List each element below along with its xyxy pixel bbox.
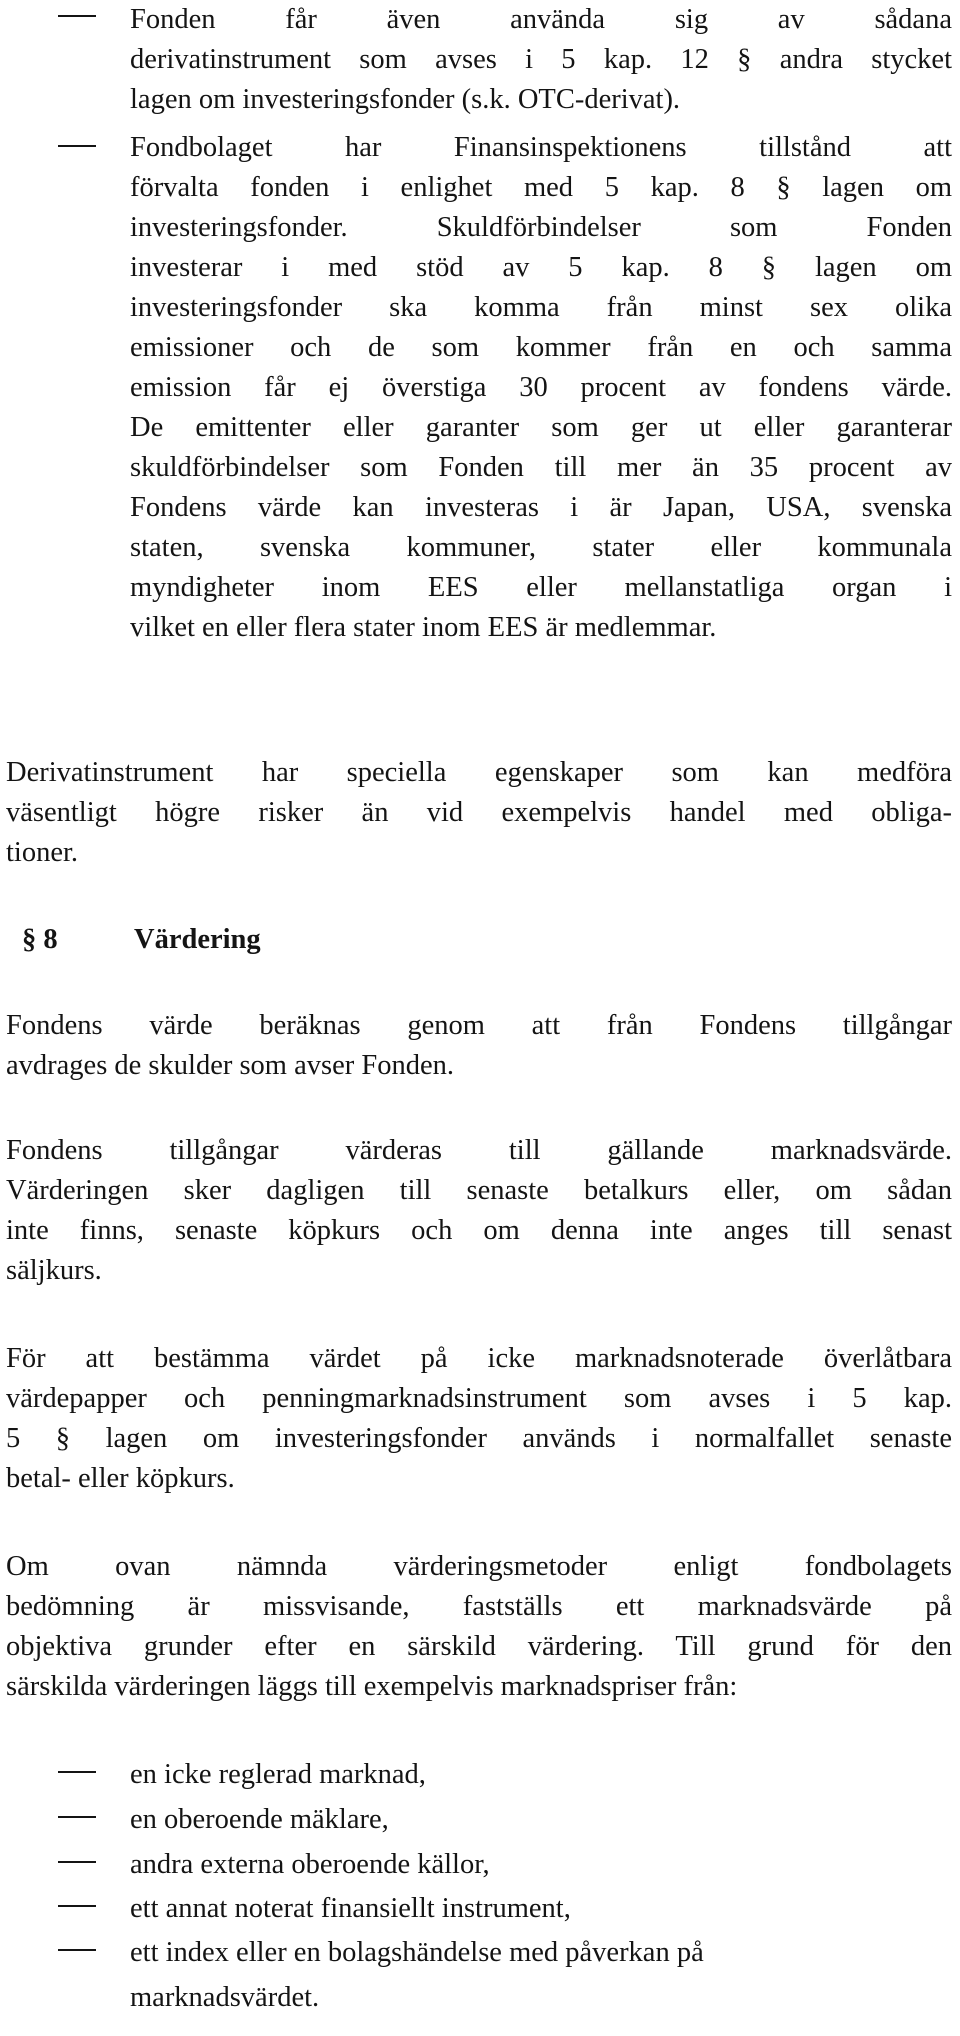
text-line: Fondens värde kan investeras i är Japan, USA, svenska <box>130 492 952 523</box>
text-line: Fonden får även använda sig av sådana <box>130 4 952 35</box>
section-number: § 8 <box>22 924 58 955</box>
text-line: investerar i med stöd av 5 kap. 8 § lagen om <box>130 252 952 283</box>
paragraph-fondens-varde <box>6 1006 952 1086</box>
dash-bullet <box>58 15 96 17</box>
dash-bullet <box>58 1861 96 1863</box>
dash-bullet <box>58 1816 96 1818</box>
text-line: Fondbolaget har Finansinspektionens tillstånd att <box>130 132 952 163</box>
list-item: ett annat noterat finansiellt instrument, <box>130 1893 571 1924</box>
text-line: vilket en eller flera stater inom EES är medlemmar. <box>130 612 717 643</box>
text-line: lagen om investeringsfonder (s.k. OTC-derivat). <box>130 84 681 115</box>
text-line: myndigheter inom EES eller mellanstatliga organ i <box>130 572 952 603</box>
text-line: säljkurs. <box>6 1255 102 1286</box>
text-line: investeringsfonder. Skuldförbindelser som Fonden <box>130 212 952 243</box>
list-item: andra externa oberoende källor, <box>130 1849 490 1880</box>
text-line: värdepapper och penningmarknadsinstrument som avses i 5 kap. <box>6 1383 952 1414</box>
text-line: emission får ej överstiga 30 procent av fondens värde. <box>130 372 952 403</box>
text-line: Värderingen sker dagligen till senaste betalkurs eller, om sådan <box>6 1175 952 1206</box>
paragraph-tillgangar <box>6 1131 952 1291</box>
text-line: bedömning är missvisande, fastställs ett marknadsvärde på <box>6 1591 952 1622</box>
section-title: Värdering <box>134 924 261 955</box>
text-line: väsentligt högre risker än vid exempelvis handel med obliga- <box>6 797 952 828</box>
text-line: förvalta fonden i enlighet med 5 kap. 8 § lagen om <box>130 172 952 203</box>
list-item-continuation: marknadsvärdet. <box>130 1982 320 2013</box>
text-line: tioner. <box>6 837 79 868</box>
text-line: För att bestämma värdet på icke marknadsnoterade överlåtbara <box>6 1343 952 1374</box>
text-line: derivatinstrument som avses i 5 kap. 12 § andra stycket <box>130 44 952 75</box>
paragraph-derivat <box>6 753 952 873</box>
text-line: De emittenter eller garanter som ger ut eller garanterar <box>130 412 952 443</box>
dash-item-otc <box>130 0 952 120</box>
text-line: Fondens tillgångar värderas till gällande marknadsvärde. <box>6 1135 952 1166</box>
list-item: ett index eller en bolagshändelse med påverkan på <box>130 1937 704 1968</box>
dash-item-tillstand <box>130 128 952 648</box>
text-line: Om ovan nämnda värderingsmetoder enligt fondbolagets <box>6 1551 952 1582</box>
dash-bullet <box>58 1949 96 1951</box>
list-item: en oberoende mäklare, <box>130 1804 389 1835</box>
dash-bullet <box>58 1771 96 1773</box>
dash-bullet <box>58 1905 96 1907</box>
text-line: emissioner och de som kommer från en och samma <box>130 332 952 363</box>
text-line: Fondens värde beräknas genom att från Fondens tillgångar <box>6 1010 952 1041</box>
text-line: investeringsfonder ska komma från minst sex olika <box>130 292 952 323</box>
list-item: en icke reglerad marknad, <box>130 1759 426 1790</box>
text-line: särskilda värderingen läggs till exempelvis marknadspriser från: <box>6 1671 738 1702</box>
dash-bullet <box>58 145 96 147</box>
text-line: objektiva grunder efter en särskild värdering. Till grund för den <box>6 1631 952 1662</box>
text-line: skuldförbindelser som Fonden till mer än 35 procent av <box>130 452 952 483</box>
paragraph-icke-marknadsnoterade <box>6 1339 952 1499</box>
text-line: inte finns, senaste köpkurs och om denna inte anges till senast <box>6 1215 952 1246</box>
paragraph-varderingsmetoder <box>6 1547 952 1707</box>
text-line: staten, svenska kommuner, stater eller kommunala <box>130 532 952 563</box>
text-line: betal- eller köpkurs. <box>6 1463 235 1494</box>
text-line: Derivatinstrument har speciella egenskaper som kan medföra <box>6 757 952 788</box>
text-line: avdrages de skulder som avser Fonden. <box>6 1050 454 1081</box>
text-line: 5 § lagen om investeringsfonder används i normalfallet senaste <box>6 1423 952 1454</box>
